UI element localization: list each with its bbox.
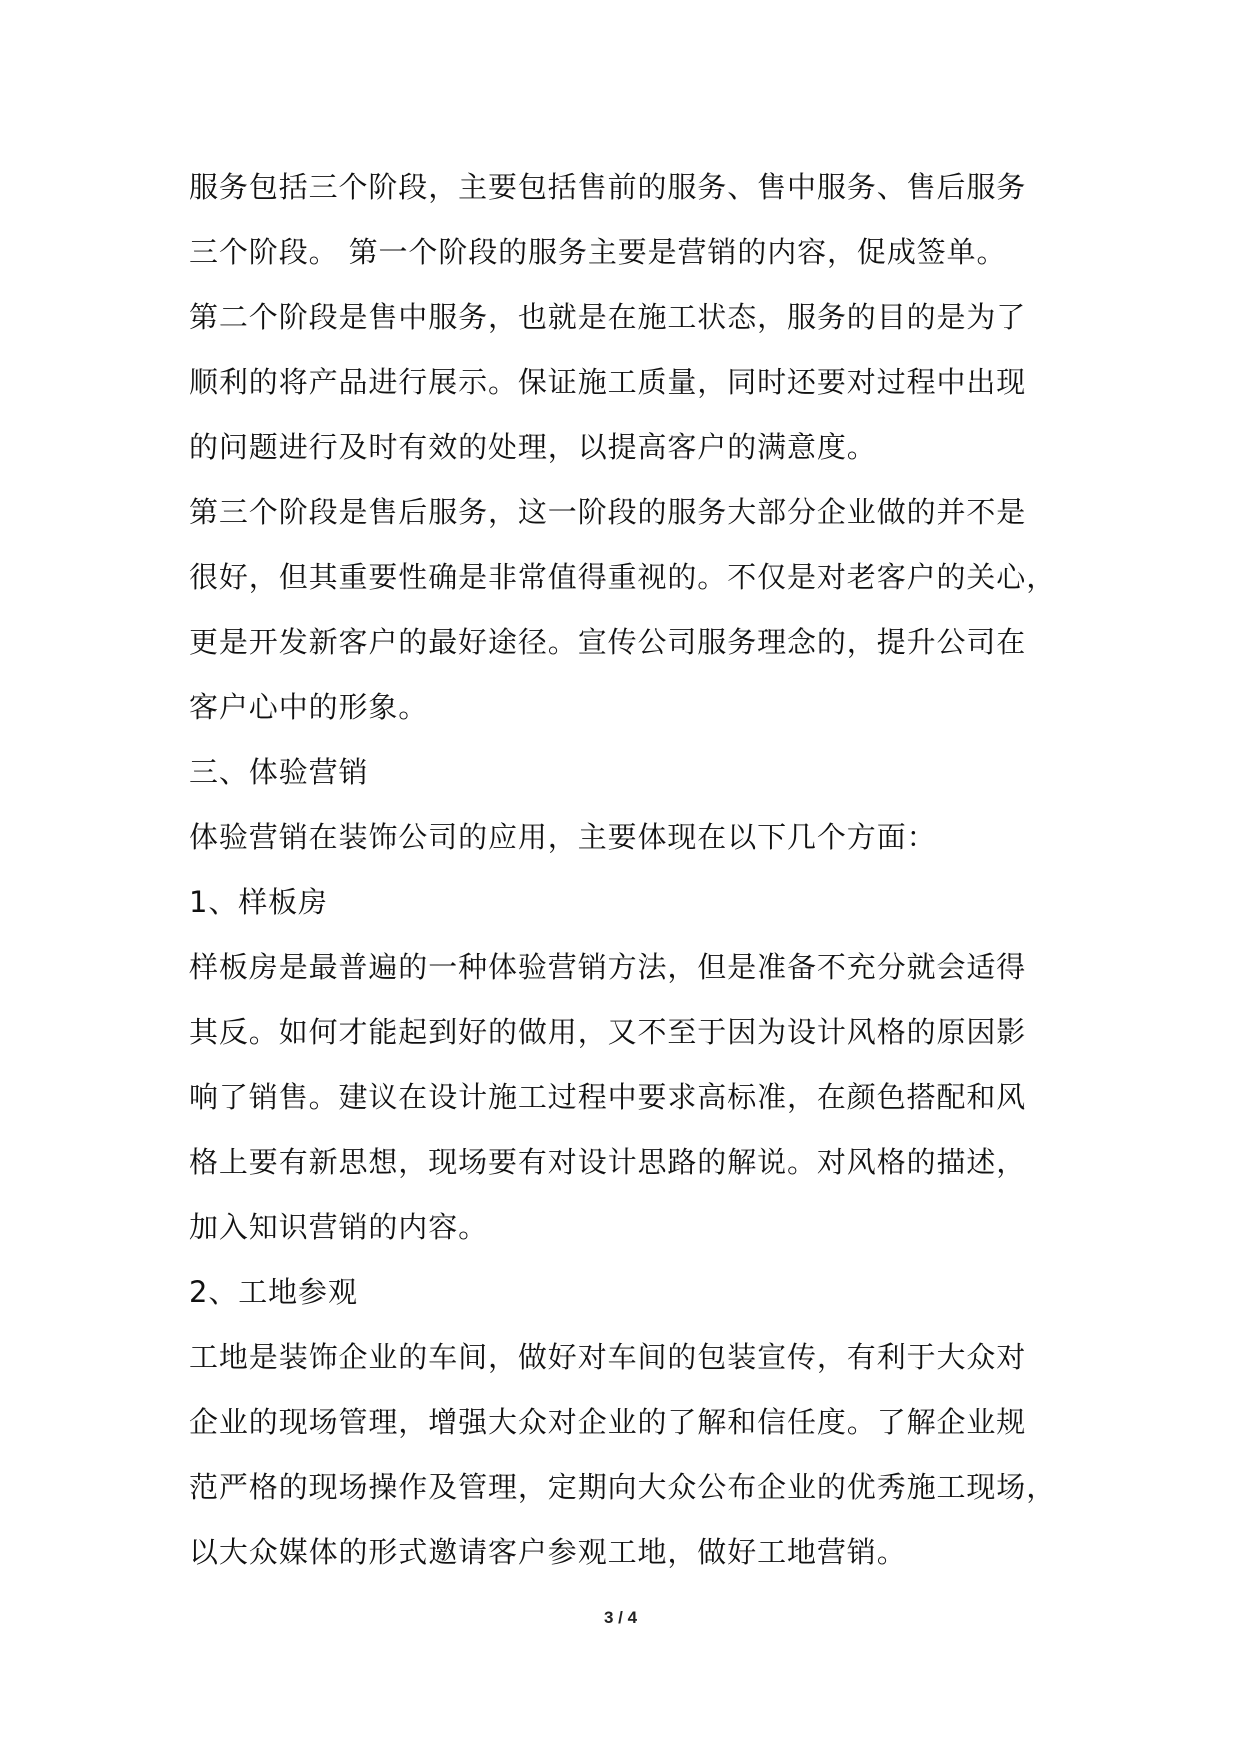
text-line: 工地是装饰企业的车间，做好对车间的包装宣传，有利于大众对 [189,1340,1027,1374]
subsection-heading: 1、样板房 [189,885,328,919]
text-line: 范严格的现场操作及管理，定期向大众公布企业的优秀施工现场， [189,1470,1057,1504]
text-line: 加入知识营销的内容。 [189,1210,489,1244]
text-line: 顺利的将产品进行展示。保证施工质量，同时还要对过程中出现 [189,365,1027,399]
section-heading: 三、体验营销 [189,755,369,789]
text-line: 第三个阶段是售后服务，这一阶段的服务大部分企业做的并不是 [189,495,1027,529]
text-line: 三个阶段。 第一个阶段的服务主要是营销的内容，促成签单。 [189,235,1007,269]
text-line: 样板房是最普遍的一种体验营销方法，但是准备不充分就会适得 [189,950,1027,984]
text-line: 以大众媒体的形式邀请客户参观工地，做好工地营销。 [189,1535,907,1569]
text-line: 服务包括三个阶段，主要包括售前的服务、售中服务、售后服务 [189,170,1027,204]
page-number: 3 / 4 [603,1608,638,1627]
text-line: 第二个阶段是售中服务，也就是在施工状态，服务的目的是为了 [189,300,1027,334]
text-line: 体验营销在装饰公司的应用，主要体现在以下几个方面： [189,820,937,854]
text-line: 企业的现场管理，增强大众对企业的了解和信任度。了解企业规 [189,1405,1027,1439]
text-line: 响了销售。建议在设计施工过程中要求高标准，在颜色搭配和风 [189,1080,1027,1114]
text-line: 更是开发新客户的最好途径。宣传公司服务理念的，提升公司在 [189,625,1027,659]
subsection-heading: 2、工地参观 [189,1275,358,1309]
text-line: 很好，但其重要性确是非常值得重视的。不仅是对老客户的关心， [189,560,1057,594]
document-body [189,155,1069,1585]
text-line: 格上要有新思想，现场要有对设计思路的解说。对风格的描述， [189,1145,1027,1179]
text-line: 其反。如何才能起到好的做用，又不至于因为设计风格的原因影 [189,1015,1027,1049]
text-line: 客户心中的形象。 [189,690,429,724]
text-line: 的问题进行及时有效的处理，以提高客户的满意度。 [189,430,877,464]
